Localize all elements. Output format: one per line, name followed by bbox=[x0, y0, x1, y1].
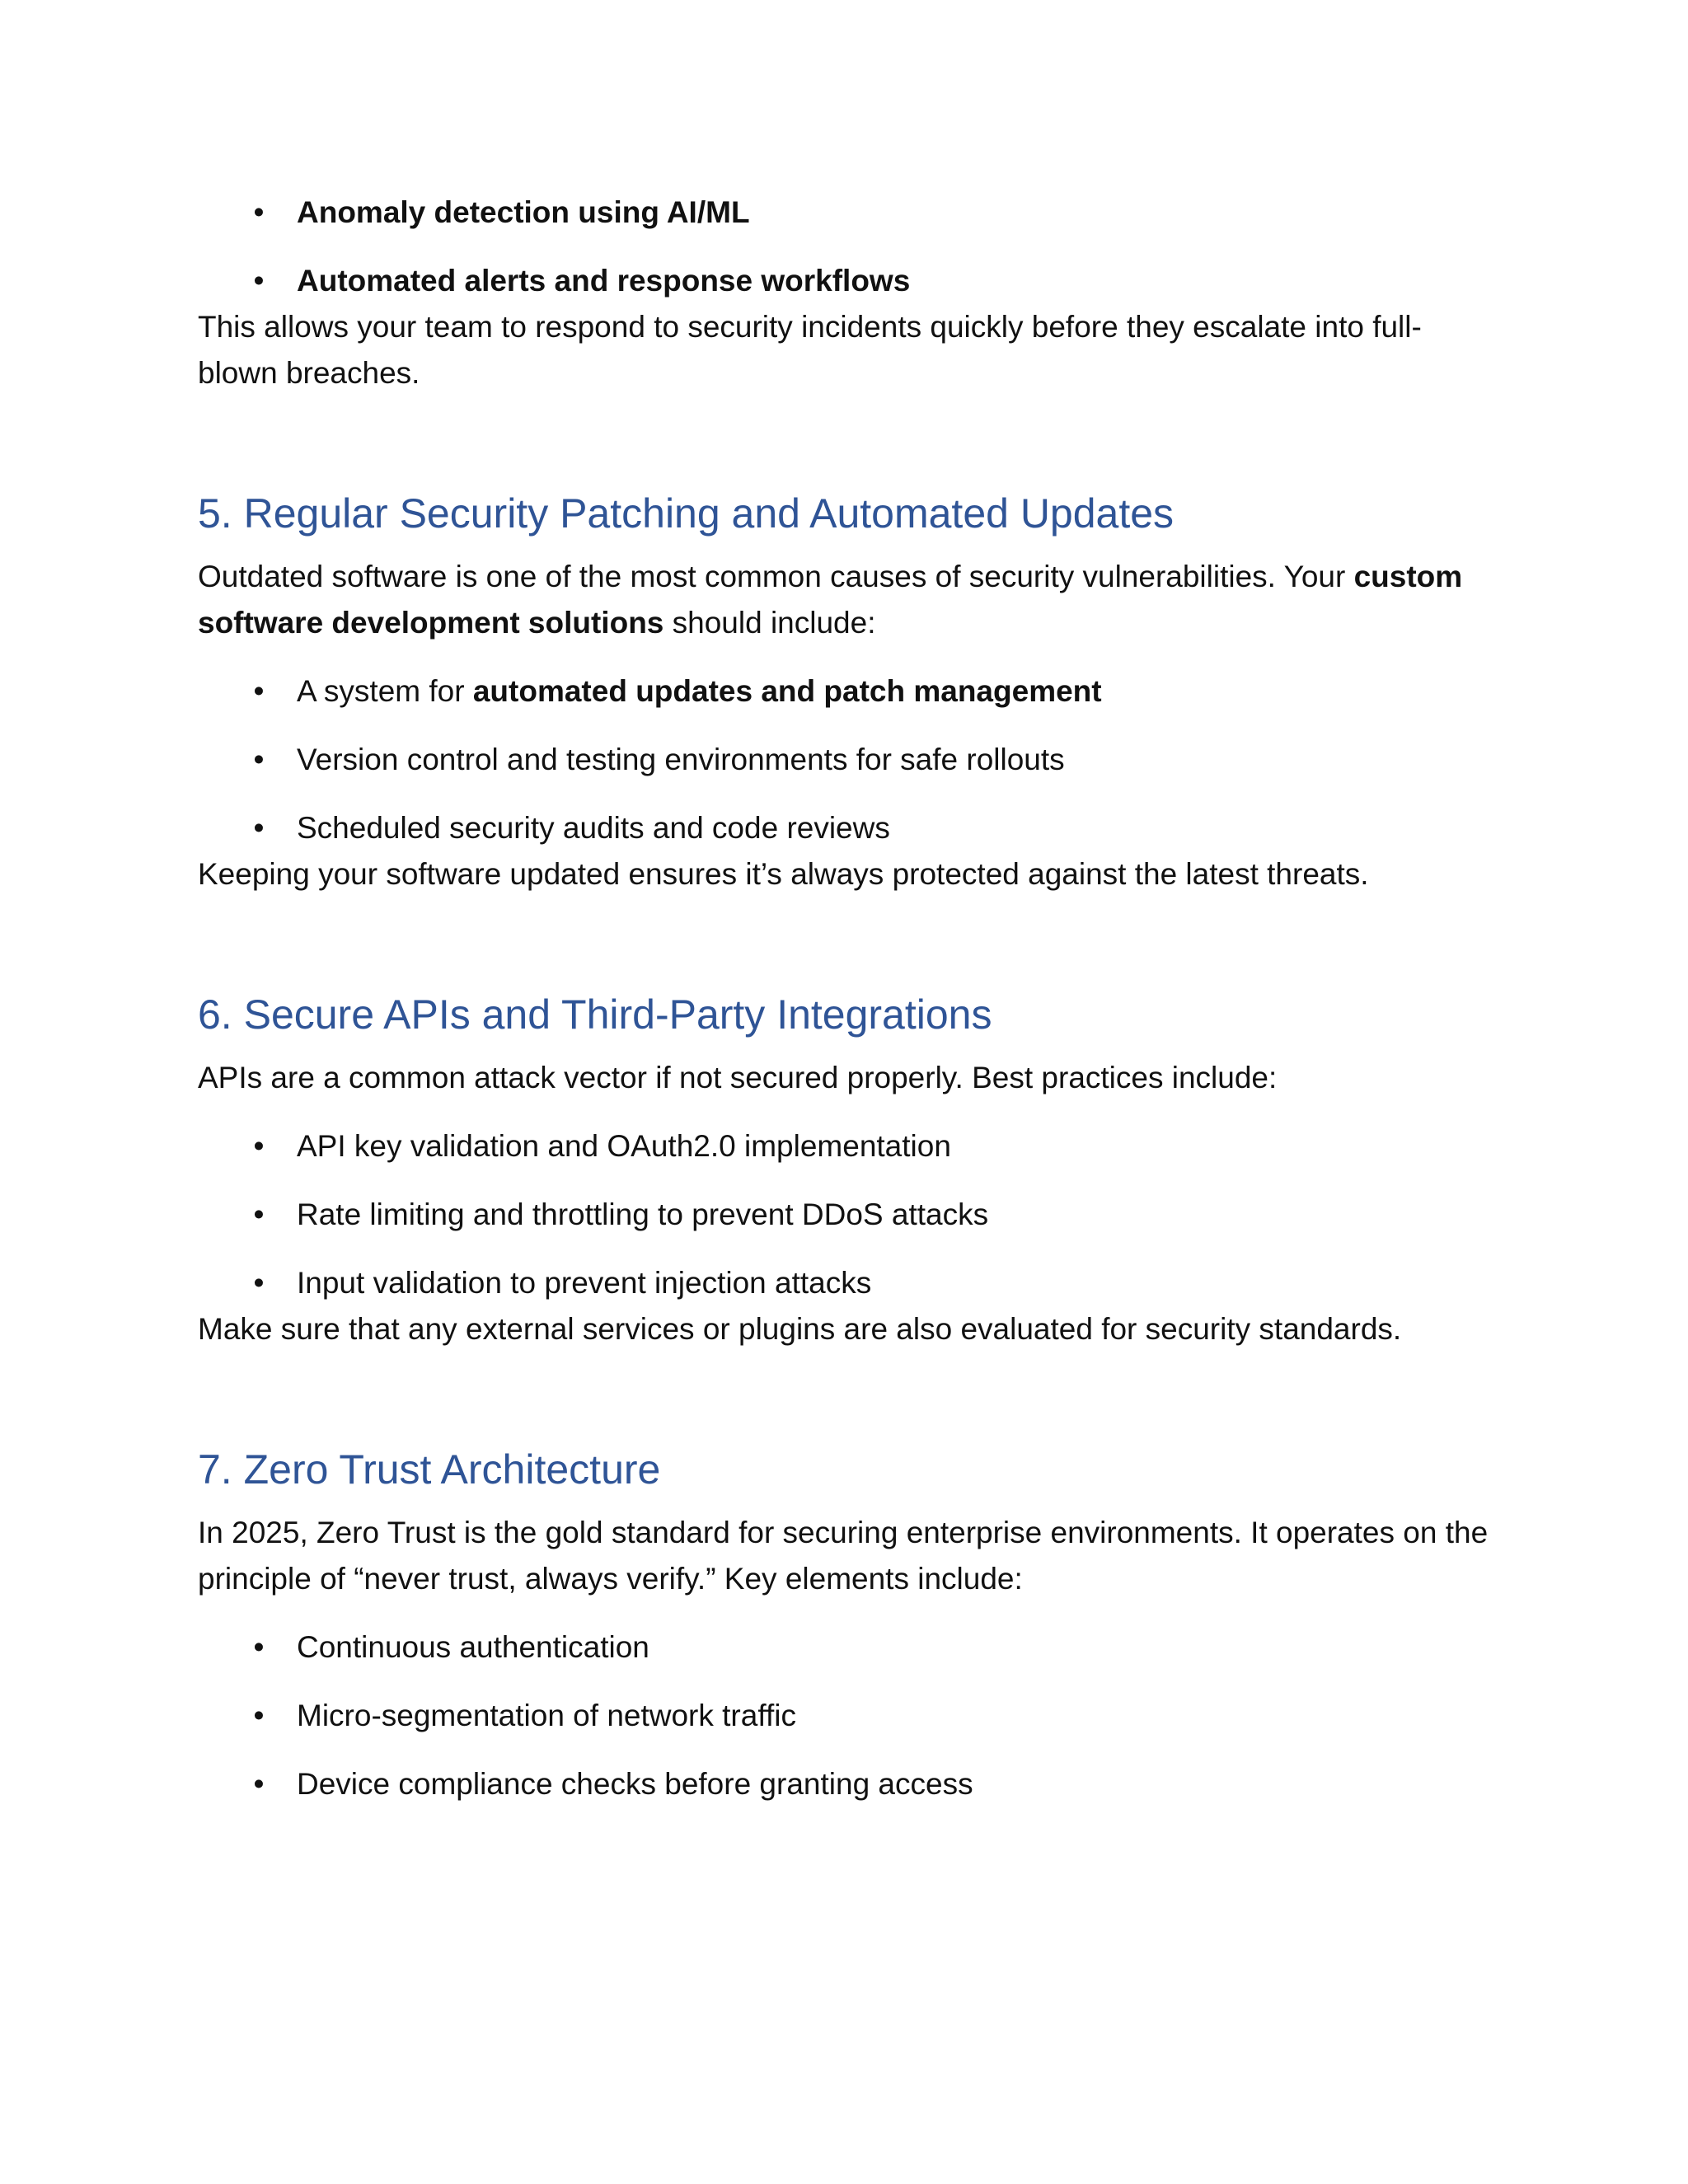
list-item bbox=[198, 1761, 1500, 1807]
list-item-text: Version control and testing environments for safe rollouts bbox=[297, 743, 1065, 776]
bullet-icon: • bbox=[253, 811, 265, 845]
lead-tail-text: should include: bbox=[663, 606, 876, 640]
bullet-icon: • bbox=[253, 1197, 265, 1231]
list-item-text: Rate limiting and throttling to prevent DDoS attacks bbox=[297, 1197, 989, 1231]
list-item bbox=[198, 1693, 1500, 1739]
section-5-closing-paragraph: Keeping your software updated ensures it’s always protected against the latest threats. bbox=[198, 857, 1369, 891]
bullet-icon: • bbox=[253, 1129, 265, 1163]
section-5-bullet-list bbox=[198, 668, 1500, 851]
heading-spacer bbox=[198, 1497, 1500, 1510]
list-item-text: Anomaly detection using AI/ML bbox=[297, 195, 750, 229]
intro-bullet-list bbox=[198, 190, 1500, 304]
intro-closing-paragraph: This allows your team to respond to security incidents quickly before they escalate into full-blown breaches. bbox=[198, 310, 1422, 390]
list-item-text: Continuous authentication bbox=[297, 1630, 649, 1664]
section-7-lead-paragraph: In 2025, Zero Trust is the gold standard for securing enterprise environments. It operates on the principle of “never trust, always verify.” Key elements include: bbox=[198, 1516, 1489, 1596]
list-item-bold-text: automated updates and patch management bbox=[472, 674, 1102, 708]
bullet-icon: • bbox=[253, 674, 265, 708]
list-item bbox=[198, 1624, 1500, 1671]
list-item bbox=[198, 805, 1500, 851]
list-item-prefix: A system for bbox=[297, 674, 473, 708]
section-7-heading: 7. Zero Trust Architecture bbox=[198, 1446, 661, 1493]
section-spacer bbox=[198, 419, 1500, 486]
lead-text: Outdated software is one of the most common causes of security vulnerabilities. Your bbox=[198, 560, 1354, 593]
lead-bold-text: custom software development solutions bbox=[198, 560, 1463, 640]
heading-spacer bbox=[198, 1042, 1500, 1055]
list-item-text: Scheduled security audits and code reviews bbox=[297, 811, 890, 845]
bullet-icon: • bbox=[253, 743, 265, 776]
section-6-lead-paragraph: APIs are a common attack vector if not secured properly. Best practices include: bbox=[198, 1061, 1278, 1094]
bullet-icon: • bbox=[253, 195, 265, 229]
bullet-icon: • bbox=[253, 1266, 265, 1300]
bullet-icon: • bbox=[253, 1630, 265, 1664]
section-spacer bbox=[198, 920, 1500, 987]
section-6-heading: 6. Secure APIs and Third-Party Integrations bbox=[198, 991, 992, 1038]
heading-spacer bbox=[198, 541, 1500, 554]
list-item-text: Automated alerts and response workflows bbox=[297, 264, 911, 298]
list-item bbox=[198, 1123, 1500, 1169]
list-item-text: API key validation and OAuth2.0 implementation bbox=[297, 1129, 951, 1163]
list-item-text: Device compliance checks before granting access bbox=[297, 1767, 973, 1801]
list-item bbox=[198, 258, 1500, 304]
section-7-bullet-list bbox=[198, 1624, 1500, 1807]
list-item-text bbox=[297, 674, 1102, 708]
bullet-icon: • bbox=[253, 1699, 265, 1732]
document-page bbox=[198, 190, 1500, 1830]
section-spacer bbox=[198, 1375, 1500, 1442]
list-item bbox=[198, 190, 1500, 236]
section-6-bullet-list bbox=[198, 1123, 1500, 1306]
list-item bbox=[198, 737, 1500, 783]
list-item bbox=[198, 1192, 1500, 1238]
list-item-text: Input validation to prevent injection attacks bbox=[297, 1266, 872, 1300]
list-item bbox=[198, 1260, 1500, 1306]
list-item bbox=[198, 668, 1500, 715]
bullet-icon: • bbox=[253, 264, 265, 298]
section-5-heading: 5. Regular Security Patching and Automated Updates bbox=[198, 490, 1175, 537]
bullet-icon: • bbox=[253, 1767, 265, 1801]
section-6-closing-paragraph: Make sure that any external services or plugins are also evaluated for security standards. bbox=[198, 1312, 1402, 1346]
section-5-lead-paragraph bbox=[198, 554, 1500, 646]
list-item-text: Micro-segmentation of network traffic bbox=[297, 1699, 796, 1732]
